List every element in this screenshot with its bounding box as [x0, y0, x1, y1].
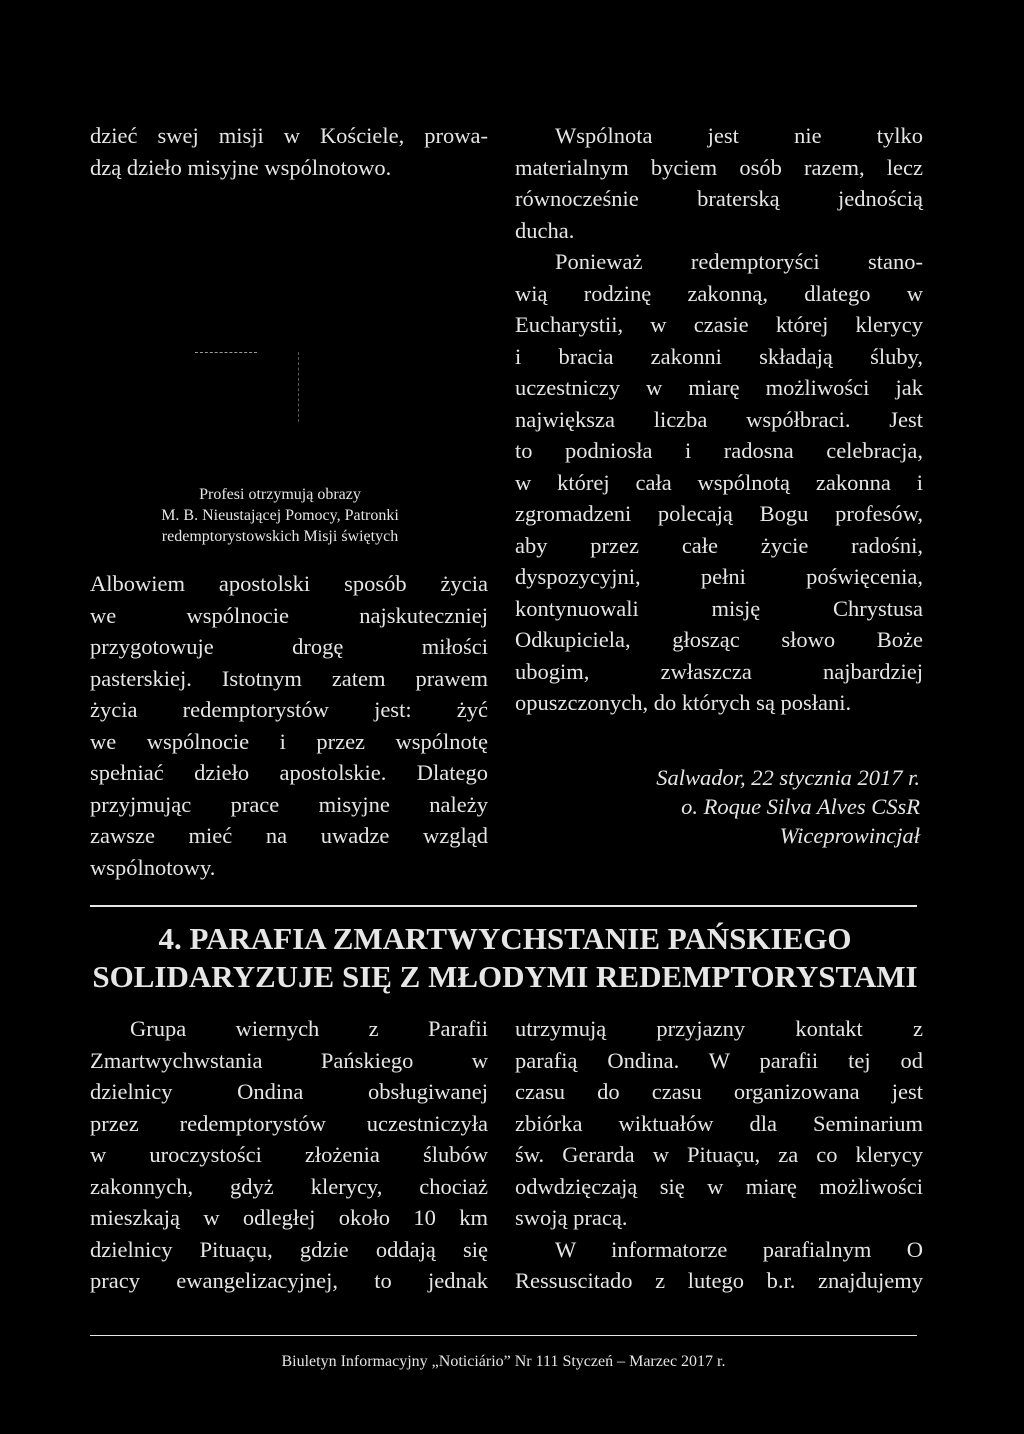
text-line: dzieć swej misji w Kościele, prowa- — [90, 123, 488, 148]
body-paragraph — [515, 1234, 923, 1297]
text-line: pracy ewangelizacyjnej, to jednak — [90, 1268, 488, 1293]
body-paragraph — [90, 1013, 488, 1297]
text-line: w uroczystości złożenia ślubów — [90, 1142, 488, 1167]
text-line: największa liczba współbraci. Jest — [515, 406, 923, 432]
text-line: przez redemptorystów uczestniczyła — [90, 1110, 488, 1136]
right-body-text — [515, 120, 923, 719]
text-line: Wspólnota jest nie tylko — [555, 123, 923, 148]
text-line: pasterskiej. Istotnym zatem prawem — [90, 665, 488, 691]
section-heading-line: SOLIDARYZUJE SIĘ Z MŁODYMI REDEMPTORYSTAMI — [92, 959, 918, 994]
text-line: swoją pracą. — [515, 1205, 628, 1230]
text-line: parafią Ondina. W parafii tej od — [515, 1047, 923, 1073]
signature-role: Wiceprowincjał — [779, 823, 920, 848]
text-line: spełniać dzieło apostolskie. Dlatego — [90, 760, 488, 785]
text-line: wią rodzinę zakonną, dlatego w — [515, 280, 923, 306]
text-line: Eucharystii, w czasie której klerycy — [515, 312, 923, 337]
text-line: aby przez całe życie radośni, — [515, 532, 923, 558]
photo-artifact — [195, 352, 257, 353]
signature — [560, 763, 920, 850]
text-line: Odkupiciela, głosząc słowo Boże — [515, 627, 923, 652]
signature-name: o. Roque Silva Alves CSsR — [681, 794, 920, 819]
text-line: Ponieważ redemptoryści stano- — [555, 249, 923, 274]
text-line: przygotowuje drogę miłości — [90, 634, 488, 659]
text-line: zgromadzeni polecają Bogu profesów, — [515, 501, 923, 526]
body-paragraph — [515, 246, 923, 719]
text-line: odwdzięczają się w miarę możliwości — [515, 1173, 923, 1199]
text-line: dzielnicy Ondina obsługiwanej — [90, 1079, 488, 1104]
caption-line: M. B. Nieustającej Pomocy, Patronki — [161, 507, 399, 524]
text-line: Zmartwychwstania Pańskiego w — [90, 1047, 488, 1073]
left-body-text — [90, 568, 488, 883]
caption-line: redemptorystowskich Misji świętych — [161, 528, 399, 545]
caption-line: Profesi otrzymują obrazy — [199, 486, 361, 503]
text-line: we wspólnocie najskuteczniej — [90, 602, 488, 628]
continuation-text — [90, 120, 488, 183]
text-line: dzielnicy Pituaçu, gdzie oddają się — [90, 1236, 488, 1262]
page-footer: Biuletyn Informacyjny „Noticiário” Nr 111 Styczeń – Marzec 2017 r. — [281, 1353, 726, 1370]
text-line: zbiórka wiktuałów dla Seminarium — [515, 1110, 923, 1136]
text-line: i bracia zakonni składają śluby, — [515, 343, 923, 369]
text-line: dzą dzieło misyjne wspólnotowo. — [90, 154, 392, 180]
text-line: św. Gerarda w Pituaçu, za co klerycy — [515, 1142, 923, 1167]
section-left-text — [90, 1013, 488, 1297]
section-heading — [80, 920, 930, 996]
photo — [150, 330, 440, 470]
text-line: to podniosła i radosna celebracja, — [515, 438, 923, 463]
text-line: opuszczonych, do których są posłani. — [515, 690, 852, 715]
text-line: ducha. — [515, 217, 575, 243]
text-line: materialnym byciem osób razem, lecz — [515, 154, 923, 180]
text-line: dyspozycyjni, pełni poświęcenia, — [515, 564, 923, 589]
text-line: równocześnie braterską jednością — [515, 186, 923, 211]
section-heading-line: 4. PARAFIA ZMARTWYCHSTANIE PAŃSKIEGO — [158, 921, 852, 956]
footer-divider — [90, 1335, 917, 1336]
photo-artifact — [298, 352, 299, 422]
body-paragraph — [515, 1013, 923, 1234]
body-paragraph — [515, 120, 923, 246]
text-line: utrzymują przyjazny kontakt z — [515, 1016, 923, 1041]
section-right-text — [515, 1013, 923, 1297]
text-line: zawsze mieć na uwadze wzgląd — [90, 823, 488, 848]
text-line: we wspólnocie i przez wspólnotę — [90, 728, 488, 754]
text-line: w której cała wspólnotą zakonna i — [515, 469, 923, 495]
text-line: mieszkają w odległej około 10 km — [90, 1205, 488, 1230]
text-line: ubogim, zwłaszcza najbardziej — [515, 658, 923, 684]
continuation-paragraph — [90, 120, 488, 183]
text-line: zakonnych, gdyż klerycy, chociaż — [90, 1173, 488, 1199]
text-line: życia redemptorystów jest: żyć — [90, 697, 488, 722]
text-line: Ressuscitado z lutego b.r. znajdujemy — [515, 1268, 923, 1293]
text-line: przyjmując prace misyjne należy — [90, 791, 488, 817]
text-line: Grupa wiernych z Parafii — [130, 1016, 488, 1041]
text-line: czasu do czasu organizowana jest — [515, 1079, 923, 1104]
section-divider — [90, 905, 917, 907]
body-paragraph — [90, 568, 488, 883]
text-line: uczestniczy w miarę możliwości jak — [515, 375, 923, 400]
text-line: W informatorze parafialnym O — [555, 1236, 923, 1262]
signature-place-date: Salwador, 22 stycznia 2017 r. — [656, 765, 920, 790]
text-line: Albowiem apostolski sposób życia — [90, 571, 488, 596]
text-line: wspólnotowy. — [90, 854, 216, 880]
photo-caption — [130, 484, 430, 547]
text-line: kontynuowali misję Chrystusa — [515, 595, 923, 621]
